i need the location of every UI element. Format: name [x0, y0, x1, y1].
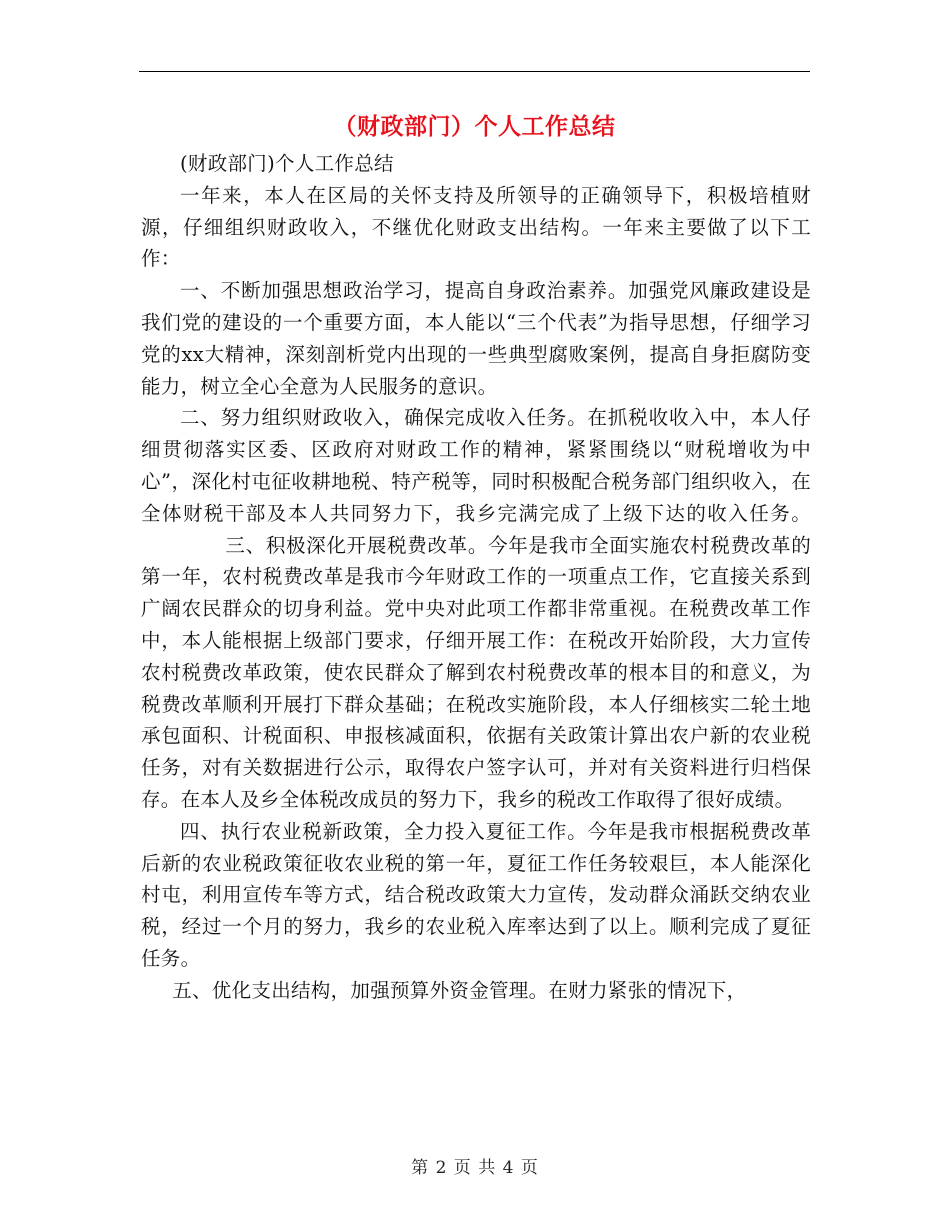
paragraph-2: 二、努力组织财政收入，确保完成收入任务。在抓税收收入中，本人仔细贯彻落实区委、区政府对财政工作的精神，紧紧围绕以“财税增收为中心”，深化村屯征收耕地税、特产税等，同时积极配合税务部门组织收入，在全体财税干部及本人共同努力下，我乡完满完成了上级下达的收入任务。: [141, 406, 811, 525]
paragraph-intro: 一年来，本人在区局的关怀支持及所领导的正确领导下，积极培植财源，仔细组织财政收入，不继优化财政支出结构。一年来主要做了以下工作：: [141, 183, 811, 271]
paragraph-2-3: [141, 402, 811, 815]
paragraph-4: 四、执行农业税新政策，全力投入夏征工作。今年是我市根据税费改革后新的农业税政策征收农业税的第一年，夏征工作任务较艰巨，本人能深化村屯，利用宣传车等方式，结合税改政策大力宣传，发动群众涌跃交纳农业税，经过一个月的努力，我乡的农业税入库率达到了以上。顺利完成了夏征任务。: [141, 819, 811, 970]
paragraph-1: 一、不断加强思想政治学习，提高自身政治素养。加强党风廉政建设是我们党的建设的一个重要方面，本人能以“三个代表”为指导思想，仔细学习党的xx大精神，深刻剖析党内出现的一些典型腐败案例，提高自身拒腐防变能力，树立全心全意为人民服务的意识。: [141, 279, 811, 398]
paragraph-3: 三、积极深化开展税费改革。今年是我市全面实施农村税费改革的第一年，农村税费改革是我市今年财政工作的一项重点工作，它直接关系到广阔农民群众的切身利益。党中央对此项工作都非常重视。在税费改革工作中，本人能根据上级部门要求，仔细开展工作：在税改开始阶段，大力宣传农村税费改革政策，使农民群众了解到农村税费改革的根本目的和意义，为税费改革顺利开展打下群众基础；在税改实施阶段，本人仔细核实二轮土地承包面积、计税面积、申报核减面积，依据有关政策计算出农户新的农业税任务，对有关数据进行公示，取得农户签字认可，并对有关资料进行归档保存。在本人及乡全体税改成员的努力下，我乡的税改工作取得了很好成绩。: [141, 533, 811, 811]
document-body: [141, 148, 811, 1007]
subtitle-paragraph: (财政部门)个人工作总结: [180, 152, 394, 175]
header-rule: [139, 71, 810, 72]
page-number: 第 2 页 共 4 页: [411, 1158, 539, 1178]
paragraph-5: 五、优化支出结构，加强预算外资金管理。在财力紧张的情况下，: [172, 978, 747, 1002]
document-title: （财政部门）个人工作总结: [333, 113, 616, 140]
